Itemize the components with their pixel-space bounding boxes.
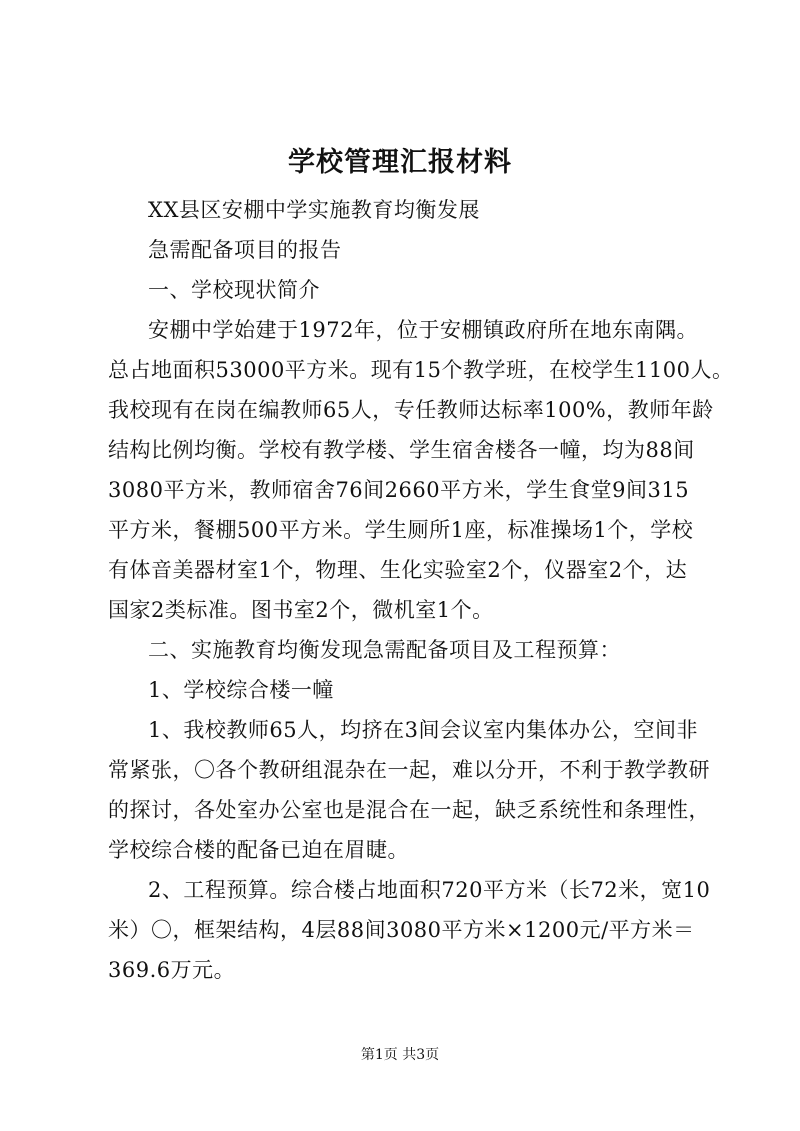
body-line: 的探讨，各处室办公室也是混合在一起，缺乏系统性和条理性， <box>108 798 710 822</box>
body-line: 我校现有在岗在编教师65人，专任教师达标率100%，教师年龄 <box>108 398 714 422</box>
body-line: 米）〇，框架结构，4层88间3080平方米×1200元/平方米＝ <box>108 918 695 942</box>
subsection-heading: 1、学校综合楼一幢 <box>148 678 334 702</box>
body-line: 总占地面积53000平方米。现有15个教学班，在校学生1100人。 <box>108 358 734 382</box>
body-line: 结构比例均衡。学校有教学楼、学生宿舍楼各一幢，均为88间 <box>108 438 695 462</box>
body-line: 学校综合楼的配备已迫在眉睫。 <box>108 838 409 862</box>
subtitle-line-2: 急需配备项目的报告 <box>148 238 342 262</box>
subtitle-line-1: XX县区安棚中学实施教育均衡发展 <box>148 198 480 222</box>
section-heading-2: 二、实施教育均衡发现急需配备项目及工程预算： <box>148 638 621 662</box>
body-line: 1、我校教师65人，均挤在3间会议室内集体办公，空间非 <box>148 718 698 742</box>
page-number-footer: 第1页 共3页 <box>360 1047 440 1063</box>
body-line: 安棚中学始建于1972年，位于安棚镇政府所在地东南隅。 <box>148 318 698 342</box>
body-line: 平方米，餐棚500平方米。学生厕所1座，标准操场1个，学校 <box>108 518 694 542</box>
body-line: 3080平方米，教师宿舍76间2660平方米，学生食堂9间315 <box>108 478 690 502</box>
body-line: 国家2类标准。图书室2个，微机室1个。 <box>108 598 494 622</box>
body-line: 常紧张，〇各个教研组混杂在一起，难以分开，不利于教学教研 <box>108 758 710 782</box>
section-heading-1: 一、学校现状简介 <box>148 278 320 302</box>
body-line: 有体音美器材室1个，物理、生化实验室2个，仪器室2个，达 <box>108 558 688 582</box>
body-line: 369.6万元。 <box>108 958 236 982</box>
document-title: 学校管理汇报材料 <box>288 147 512 178</box>
body-line: 2、工程预算。综合楼占地面积720平方米（长72米，宽10 <box>148 878 711 902</box>
